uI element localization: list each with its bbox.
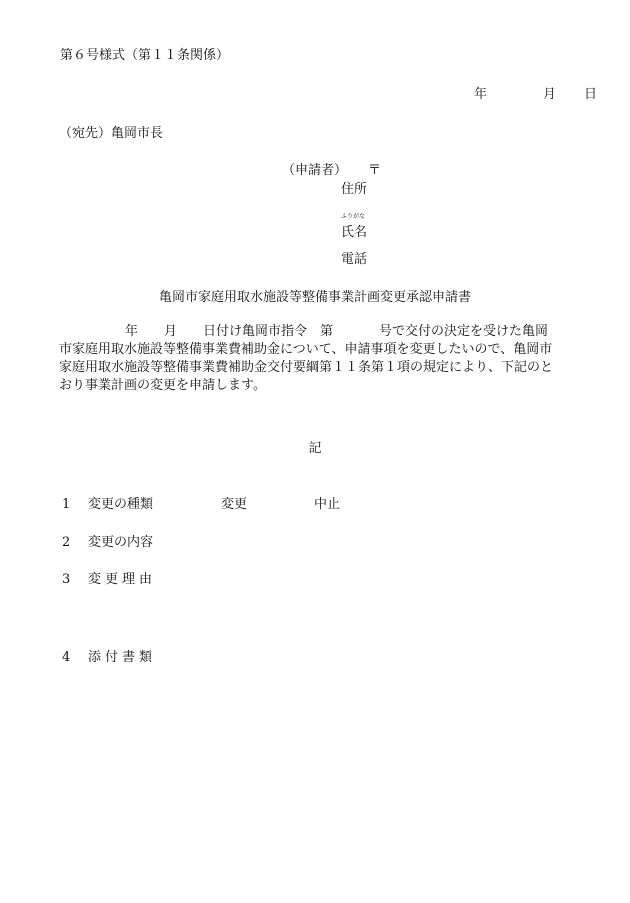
body-mid: 日付け亀岡市指令 第 bbox=[203, 324, 334, 339]
item-number: 4 bbox=[62, 650, 71, 665]
date-year: 年 bbox=[474, 87, 488, 102]
body-line-2: 市家庭用取水施設等整備事業費補助金について、申請事項を変更したいので、亀岡市 bbox=[59, 342, 553, 357]
document-title: 亀岡市家庭用取水施設等整備事業計画変更承認申請書 bbox=[158, 290, 471, 305]
item-change-reason bbox=[62, 572, 156, 588]
item-number: 2 bbox=[62, 535, 71, 550]
form-number: 第６号様式（第１１条関係） bbox=[60, 48, 230, 63]
date-day: 日 bbox=[584, 87, 598, 102]
body-month: 月 bbox=[164, 324, 178, 339]
postal-mark: 〒 bbox=[368, 163, 382, 178]
date-month: 月 bbox=[543, 87, 557, 102]
option-stop: 中止 bbox=[314, 497, 341, 512]
body-year: 年 bbox=[125, 324, 139, 339]
addressee: （宛先）亀岡市長 bbox=[59, 126, 164, 141]
item-change-type bbox=[62, 497, 153, 513]
item-change-content bbox=[62, 535, 153, 551]
item-attachments bbox=[62, 650, 156, 666]
name-furigana: ふりがな bbox=[341, 213, 366, 220]
body-paragraph bbox=[59, 323, 579, 395]
item-number: 1 bbox=[62, 497, 71, 512]
option-change: 変更 bbox=[221, 497, 248, 512]
body-line-4: おり事業計画の変更を申請します。 bbox=[59, 378, 266, 393]
item-label: 変更の種類 bbox=[88, 497, 154, 512]
item-label: 添付書類 bbox=[88, 650, 157, 665]
item-number: 3 bbox=[62, 572, 71, 587]
item-label: 変更の内容 bbox=[88, 535, 154, 550]
body-line-1 bbox=[59, 323, 579, 341]
tel-label: 電話 bbox=[341, 252, 368, 267]
body-line-3: 家庭用取水施設等整備事業費補助金交付要綱第１１条第１項の規定により、下記のと bbox=[59, 360, 554, 375]
address-label: 住所 bbox=[341, 182, 368, 197]
date-row bbox=[474, 87, 597, 103]
applicant-label: （申請者） bbox=[282, 163, 348, 178]
name-label: 氏名 bbox=[341, 225, 368, 240]
item-label: 変更理由 bbox=[88, 572, 157, 587]
ki-heading: 記 bbox=[308, 441, 322, 456]
body-end: 号で交付の決定を受けた亀岡 bbox=[379, 324, 549, 339]
